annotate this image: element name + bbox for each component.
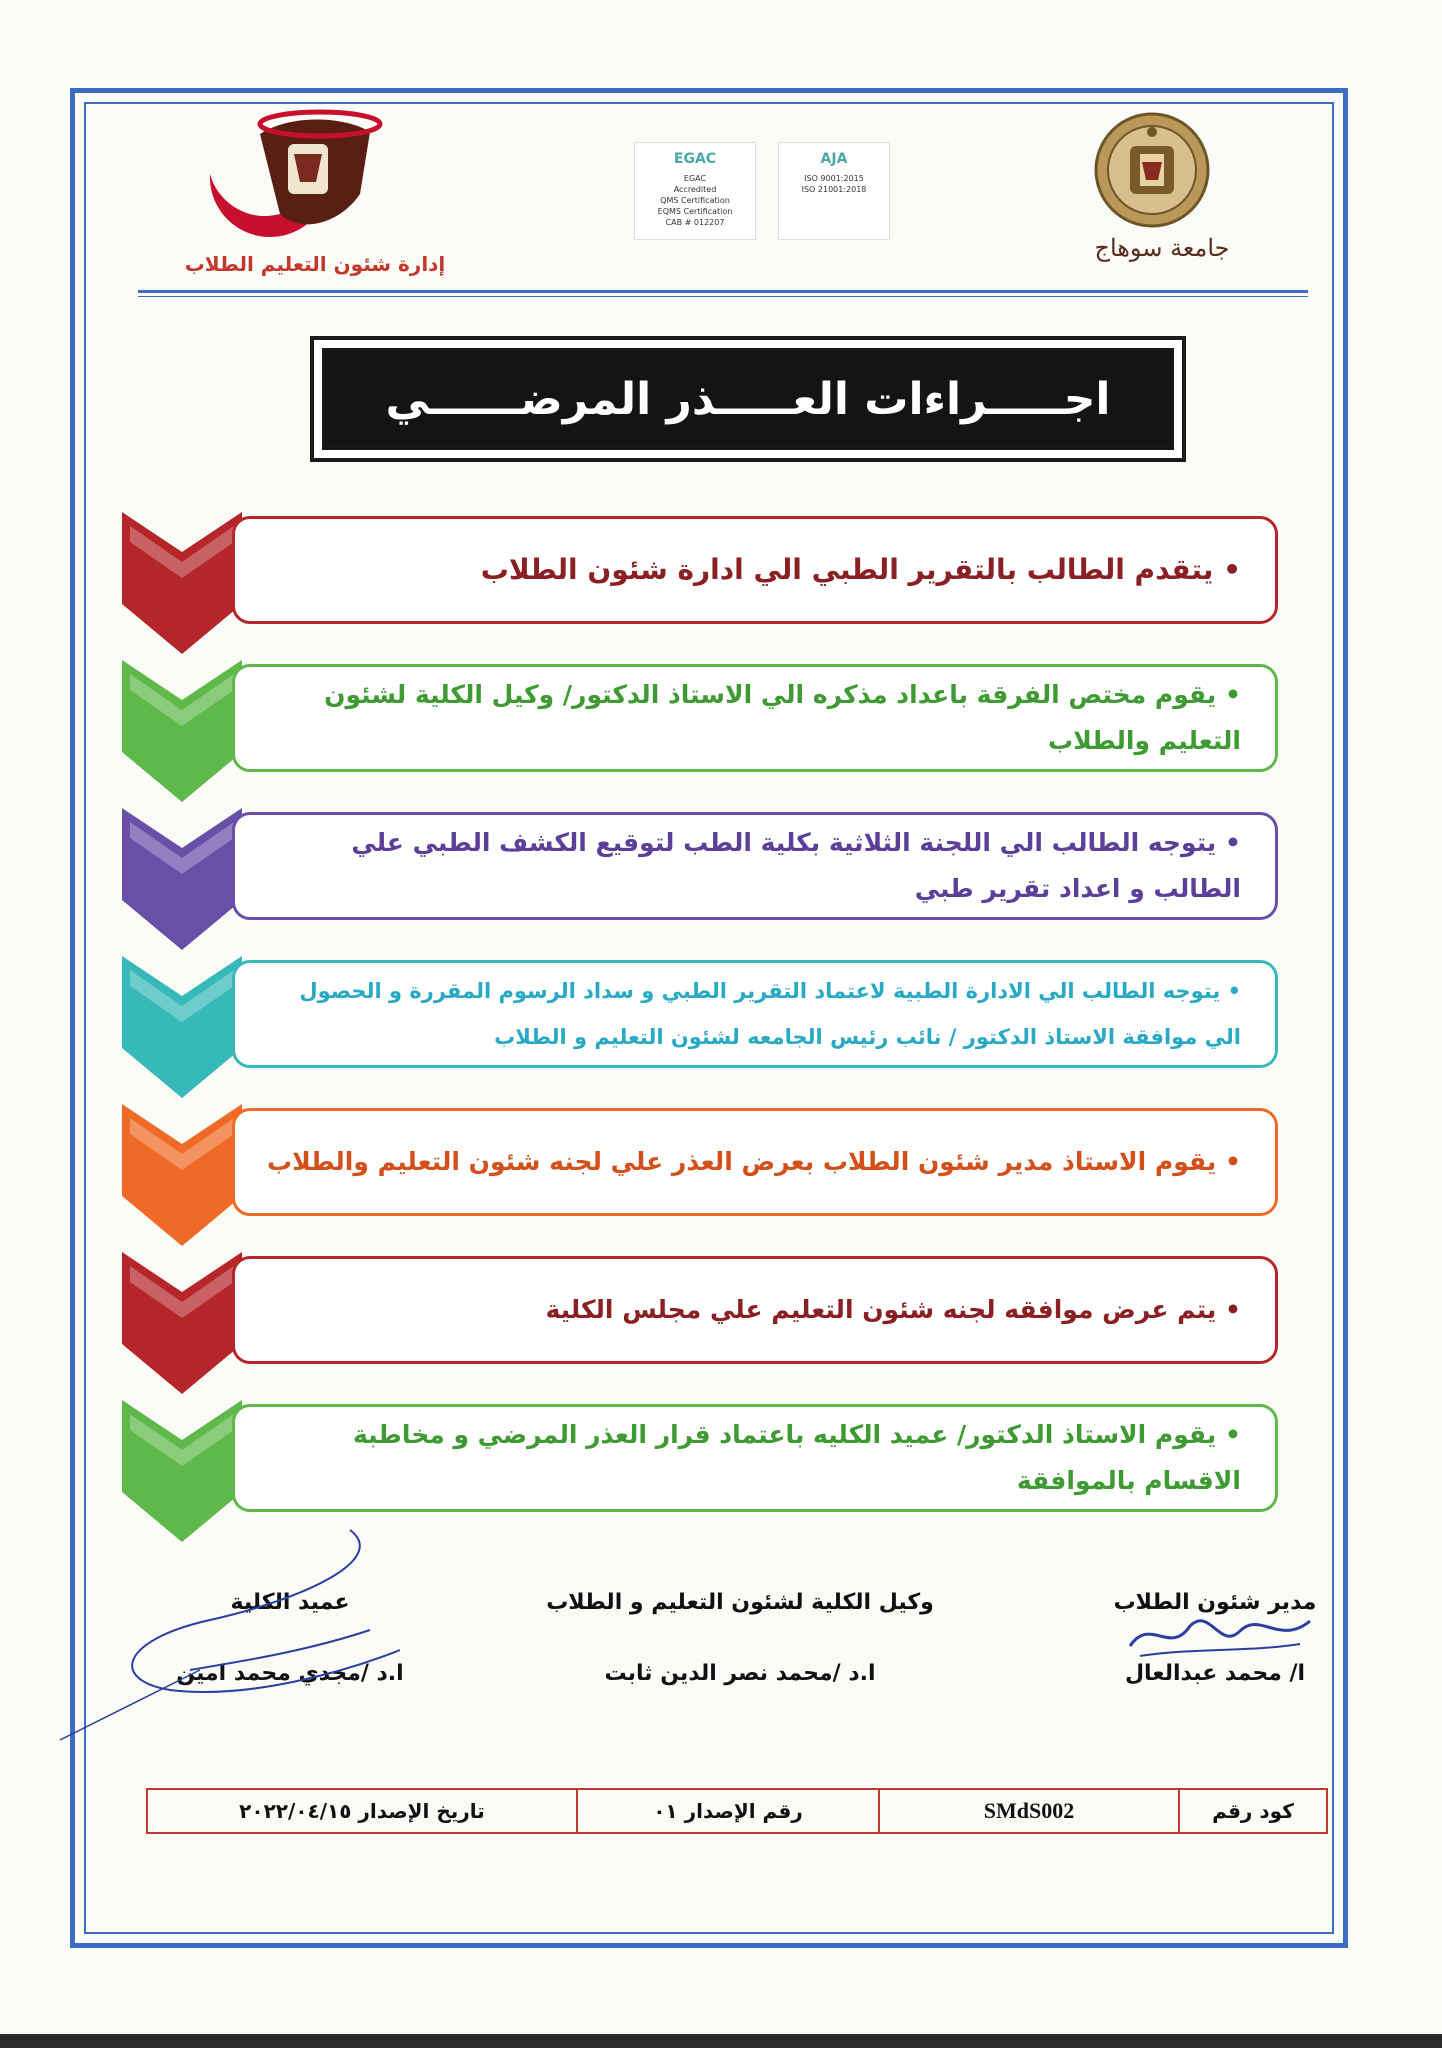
step-box (232, 812, 1278, 920)
step-text: • يتوجه الطالب الي اللجنة الثلاثية بكلية الطب لتوقيع الكشف الطبي علي الطالب و اعداد تقرير طبي (351, 828, 1241, 903)
aja-mark-text: AJA (820, 151, 848, 167)
step-chevron-icon (118, 1100, 248, 1250)
code-label-cell: كود رقم (1178, 1790, 1326, 1832)
document-info-table (146, 1788, 1328, 1834)
egac-mark-text: EGAC (673, 151, 717, 167)
title-inner (322, 348, 1174, 450)
signature-role: عميد الكلية (230, 1590, 350, 1615)
issue-date-cell: تاريخ الإصدار ٢٠٢٢/٠٤/١٥ (239, 1799, 485, 1823)
step-text: • يقوم الاستاذ مدير شئون الطلاب بعرض العذر علي لجنه شئون التعليم والطلاب (266, 1147, 1241, 1176)
step-chevron-icon (118, 1248, 248, 1398)
step-text: • يتقدم الطالب بالتقرير الطبي الي ادارة شئون الطلاب (480, 553, 1241, 586)
process-step (118, 664, 1278, 788)
header-rule (138, 290, 1308, 293)
signature-name: ا/ محمد عبدالعال (1124, 1661, 1306, 1686)
process-step (118, 516, 1278, 640)
step-chevron-icon (118, 952, 248, 1102)
signature-role: وكيل الكلية لشئون التعليم و الطلاب (546, 1590, 934, 1615)
signature-name: ا.د /مجدي محمد امين (176, 1661, 404, 1686)
step-chevron-icon (118, 656, 248, 806)
sohag-university-logo (1092, 110, 1212, 230)
process-step (118, 1404, 1278, 1528)
page-title: اجـــــراءات العـــــذر المرضــــــي (385, 373, 1111, 425)
egac-accreditation-mark (634, 142, 756, 240)
handwritten-signature (1120, 1606, 1320, 1666)
step-box (232, 1256, 1278, 1364)
department-label: إدارة شئون التعليم الطلاب (184, 252, 446, 276)
signature-role: مدير شئون الطلاب (1113, 1590, 1317, 1615)
step-box (232, 1404, 1278, 1512)
version-cell: رقم الإصدار ٠١ (576, 1790, 878, 1832)
egac-caption: EGAC Accredited QMS Certification EQMS Certification CAB # 012207 (657, 174, 733, 227)
step-chevron-icon (118, 508, 248, 658)
aja-accreditation-mark (778, 142, 890, 240)
signature-vice-dean (480, 1590, 1000, 1686)
code-value-cell: SMdS002 (878, 1790, 1178, 1832)
signature-name: ا.د /محمد نصر الدين ثابت (604, 1661, 876, 1686)
university-label: جامعة سوهاج (1094, 234, 1230, 262)
header-rule-thin (138, 296, 1308, 297)
step-box (232, 1108, 1278, 1216)
process-step (118, 1108, 1278, 1232)
step-box (232, 516, 1278, 624)
step-text: • يتوجه الطالب الي الادارة الطبية لاعتماد التقرير الطبي و سداد الرسوم المقررة و الحصول الي موافقة الاستاذ الدكتور / نائب رئيس الجامعه لشئون التعليم و الطلاب (299, 979, 1241, 1049)
dean-signature-scribble (50, 1520, 410, 1750)
step-text: • يقوم الاستاذ الدكتور/ عميد الكليه باعتماد قرار العذر المرضي و مخاطبة الاقسام بالموافقة (352, 1420, 1241, 1495)
process-step (118, 812, 1278, 936)
process-step (118, 960, 1278, 1084)
scan-bottom-band (0, 2034, 1442, 2048)
process-step (118, 1256, 1278, 1380)
step-text: • يقوم مختص الفرقة باعداد مذكره الي الاستاذ الدكتور/ وكيل الكلية لشئون التعليم والطلاب (324, 680, 1241, 755)
step-text: • يتم عرض موافقه لجنه شئون التعليم علي مجلس الكلية (545, 1295, 1241, 1324)
step-box (232, 664, 1278, 772)
step-chevron-icon (118, 804, 248, 954)
step-box (232, 960, 1278, 1068)
aja-caption: ISO 9001:2015 ISO 21001:2018 (801, 174, 867, 194)
faculty-of-medicine-logo (170, 104, 392, 244)
title-box (310, 336, 1186, 462)
